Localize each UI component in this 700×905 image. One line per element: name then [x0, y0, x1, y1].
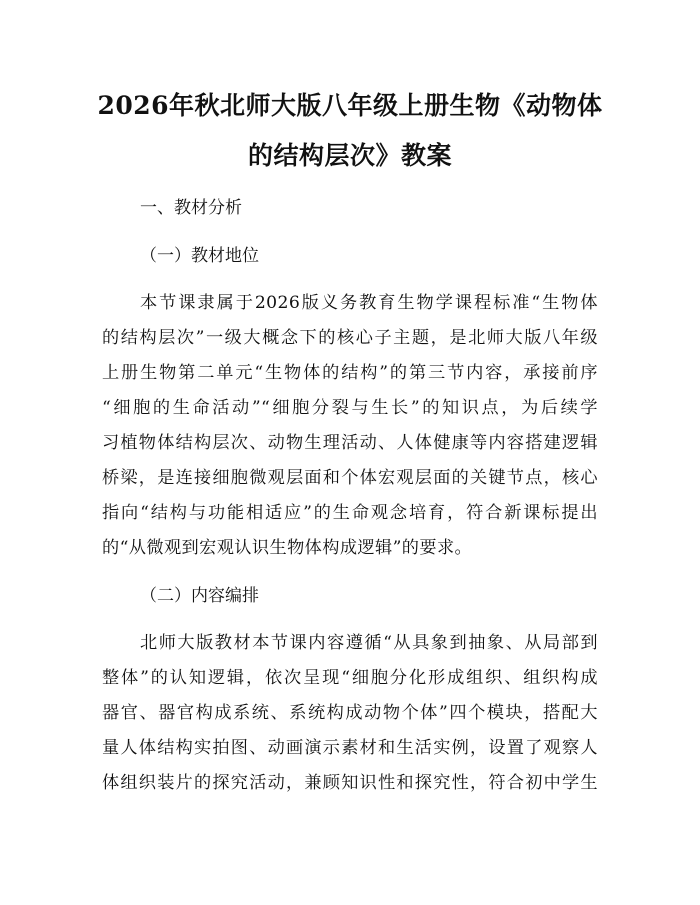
paragraph-1-line-8: 的“从微观到宏观认识生物体构成逻辑”的要求。 — [102, 538, 473, 558]
paragraph-2-line-3: 器官、器官构成系统、系统构成动物个体”四个模块，搭配大 — [102, 703, 598, 723]
paragraph-2-line-4: 量人体结构实拍图、动画演示素材和生活实例，设置了观察人 — [102, 738, 598, 758]
paragraph-2-line-2: 整体”的认知逻辑，依次呈现“细胞分化形成组织、组织构成 — [102, 668, 598, 688]
paragraph-2-line-5: 体组织装片的探究活动，兼顾知识性和探究性，符合初中学生 — [102, 773, 598, 793]
paragraph-1-line-1: 本节课隶属于2026版义务教育生物学课程标准“生物体 — [140, 293, 598, 313]
paragraph-1-line-5: 习植物体结构层次、动物生理活动、人体健康等内容搭建逻辑 — [102, 433, 598, 453]
paragraph-1-line-3: 上册生物第二单元“生物体的结构”的第三节内容，承接前序 — [102, 363, 598, 383]
document-title-line-1: 2026年秋北师大版八年级上册生物《动物体 — [97, 91, 603, 120]
paragraph-1-line-2: 的结构层次”一级大概念下的核心子主题，是北师大版八年级 — [102, 328, 598, 348]
document-title-line-2: 的结构层次》教案 — [247, 141, 452, 170]
subsection-heading-content-arrangement: （二）内容编排 — [140, 586, 259, 606]
paragraph-1-line-6: 桥梁，是连接细胞微观层面和个体宏观层面的关键节点，核心 — [102, 468, 598, 488]
paragraph-2-line-1: 北师大版教材本节课内容遵循“从具象到抽象、从局部到 — [140, 633, 598, 653]
paragraph-1-line-7: 指向“结构与功能相适应”的生命观念培育，符合新课标提出 — [102, 503, 598, 523]
paragraph-1-line-4: “细胞的生命活动”“细胞分裂与生长”的知识点，为后续学 — [102, 398, 598, 418]
section-heading-textbook-analysis: 一、教材分析 — [140, 198, 242, 218]
subsection-heading-textbook-status: （一）教材地位 — [140, 246, 259, 266]
